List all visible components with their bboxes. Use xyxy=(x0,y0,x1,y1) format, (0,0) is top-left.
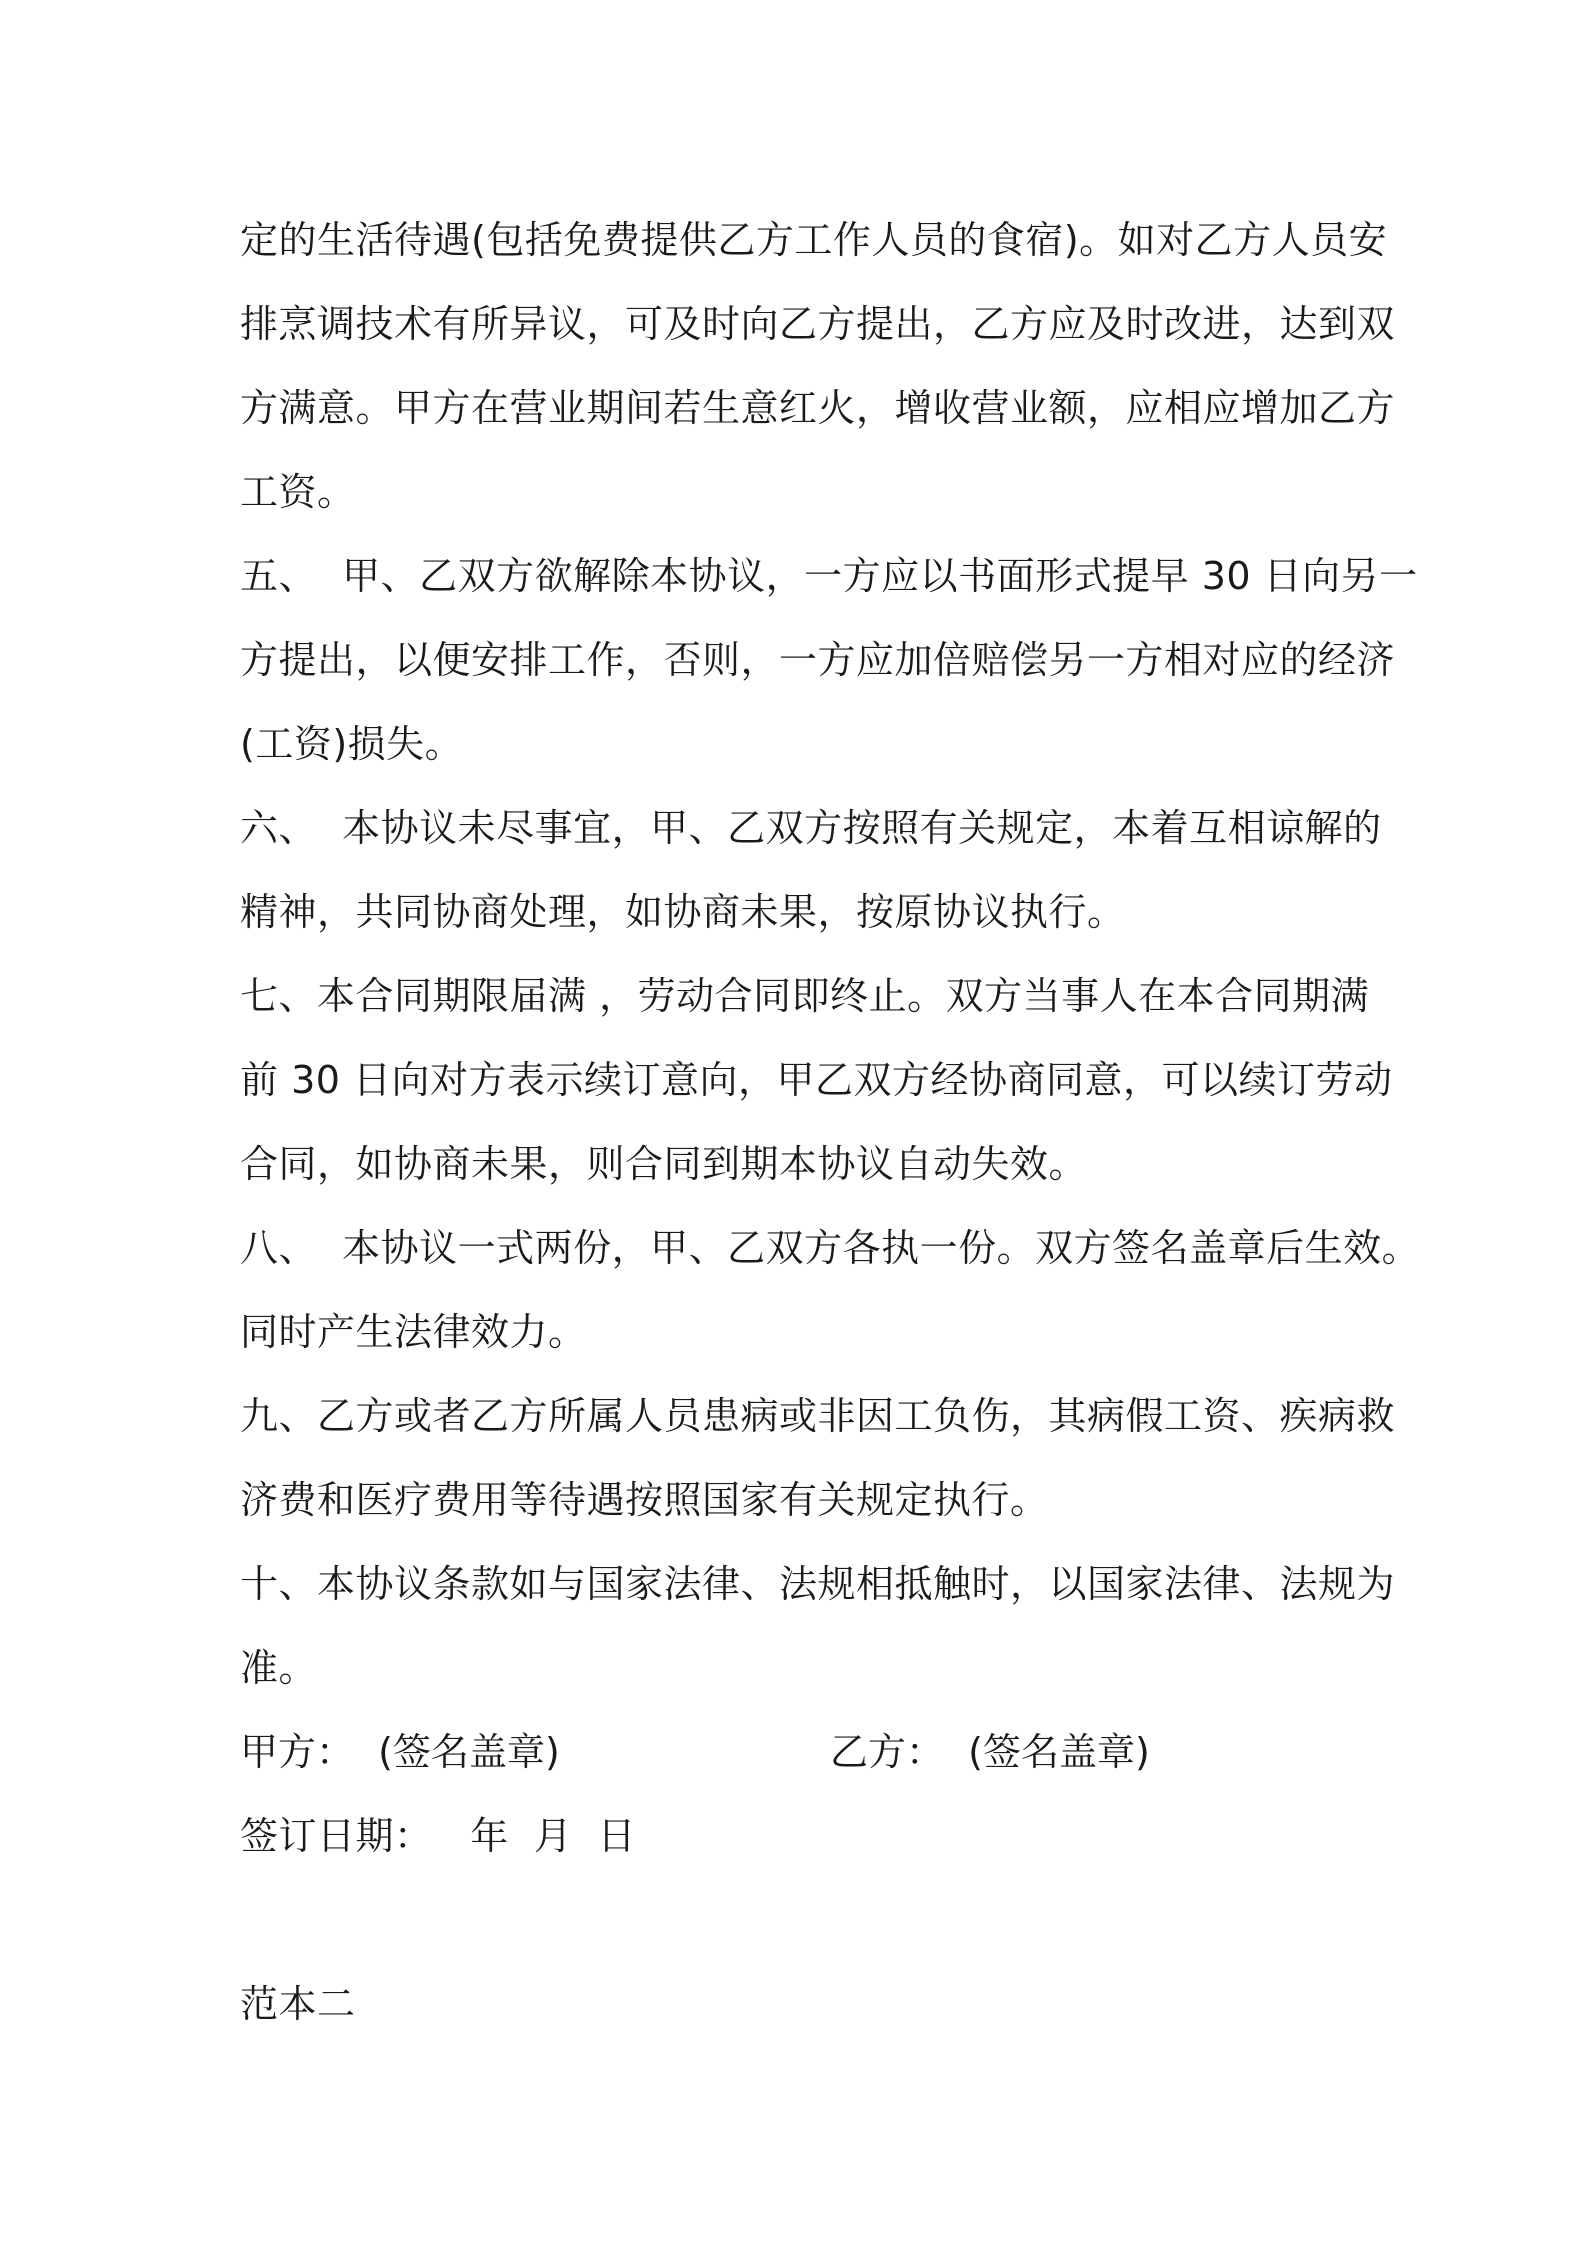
clause-six-line: 精神，共同协商处理，如协商未果，按原协议执行。 xyxy=(240,890,1126,934)
clause-eight-line: 同时产生法律效力。 xyxy=(240,1310,587,1354)
paragraph-line: 排烹调技术有所异议，可及时向乙方提出，乙方应及时改进，达到双 xyxy=(240,302,1396,346)
clause-seven-line: 前 30 日向对方表示续订意向，甲乙双方经协商同意，可以续订劳动 xyxy=(240,1058,1393,1102)
section-heading: 范本二 xyxy=(240,1982,356,2026)
clause-nine-line: 济费和医疗费用等待遇按照国家有关规定执行。 xyxy=(240,1478,1049,1522)
sign-date: 签订日期： 年 月 日 xyxy=(240,1814,637,1858)
clause-five-line: 方提出，以便安排工作，否则，一方应加倍赔偿另一方相对应的经济 xyxy=(240,638,1396,682)
document-body xyxy=(240,198,1421,2046)
paragraph-line: 工资。 xyxy=(240,470,356,514)
clause-five-line: (工资)损失。 xyxy=(240,722,464,766)
clause-five-line: 五、 甲、乙双方欲解除本协议，一方应以书面形式提早 30 日向另一 xyxy=(240,554,1418,598)
signature-row xyxy=(240,1710,1370,1794)
party-a-signature: 甲方： (签名盖章) xyxy=(240,1730,560,1774)
spacer xyxy=(240,1878,1370,1962)
clause-ten-line: 十、本协议条款如与国家法律、法规相抵触时，以国家法律、法规为 xyxy=(240,1562,1396,1606)
party-b-signature: 乙方： (签名盖章) xyxy=(830,1730,1150,1774)
clause-nine-line: 九、乙方或者乙方所属人员患病或非因工负伤，其病假工资、疾病救 xyxy=(240,1394,1396,1438)
clause-seven-line: 合同，如协商未果，则合同到期本协议自动失效。 xyxy=(240,1142,1088,1186)
clause-six-line: 六、 本协议未尽事宜，甲、乙双方按照有关规定，本着互相谅解的 xyxy=(240,806,1382,850)
paragraph-line: 定的生活待遇(包括免费提供乙方工作人员的食宿)。如对乙方人员安 xyxy=(240,218,1388,262)
clause-eight-line: 八、 本协议一式两份，甲、乙双方各执一份。双方签名盖章后生效。 xyxy=(240,1226,1421,1270)
clause-seven-line: 七、本合同期限届满 ，劳动合同即终止。双方当事人在本合同期满 xyxy=(240,974,1370,1018)
clause-ten-line: 准。 xyxy=(240,1646,318,1690)
paragraph-line: 方满意。甲方在营业期间若生意红火，增收营业额，应相应增加乙方 xyxy=(240,386,1396,430)
